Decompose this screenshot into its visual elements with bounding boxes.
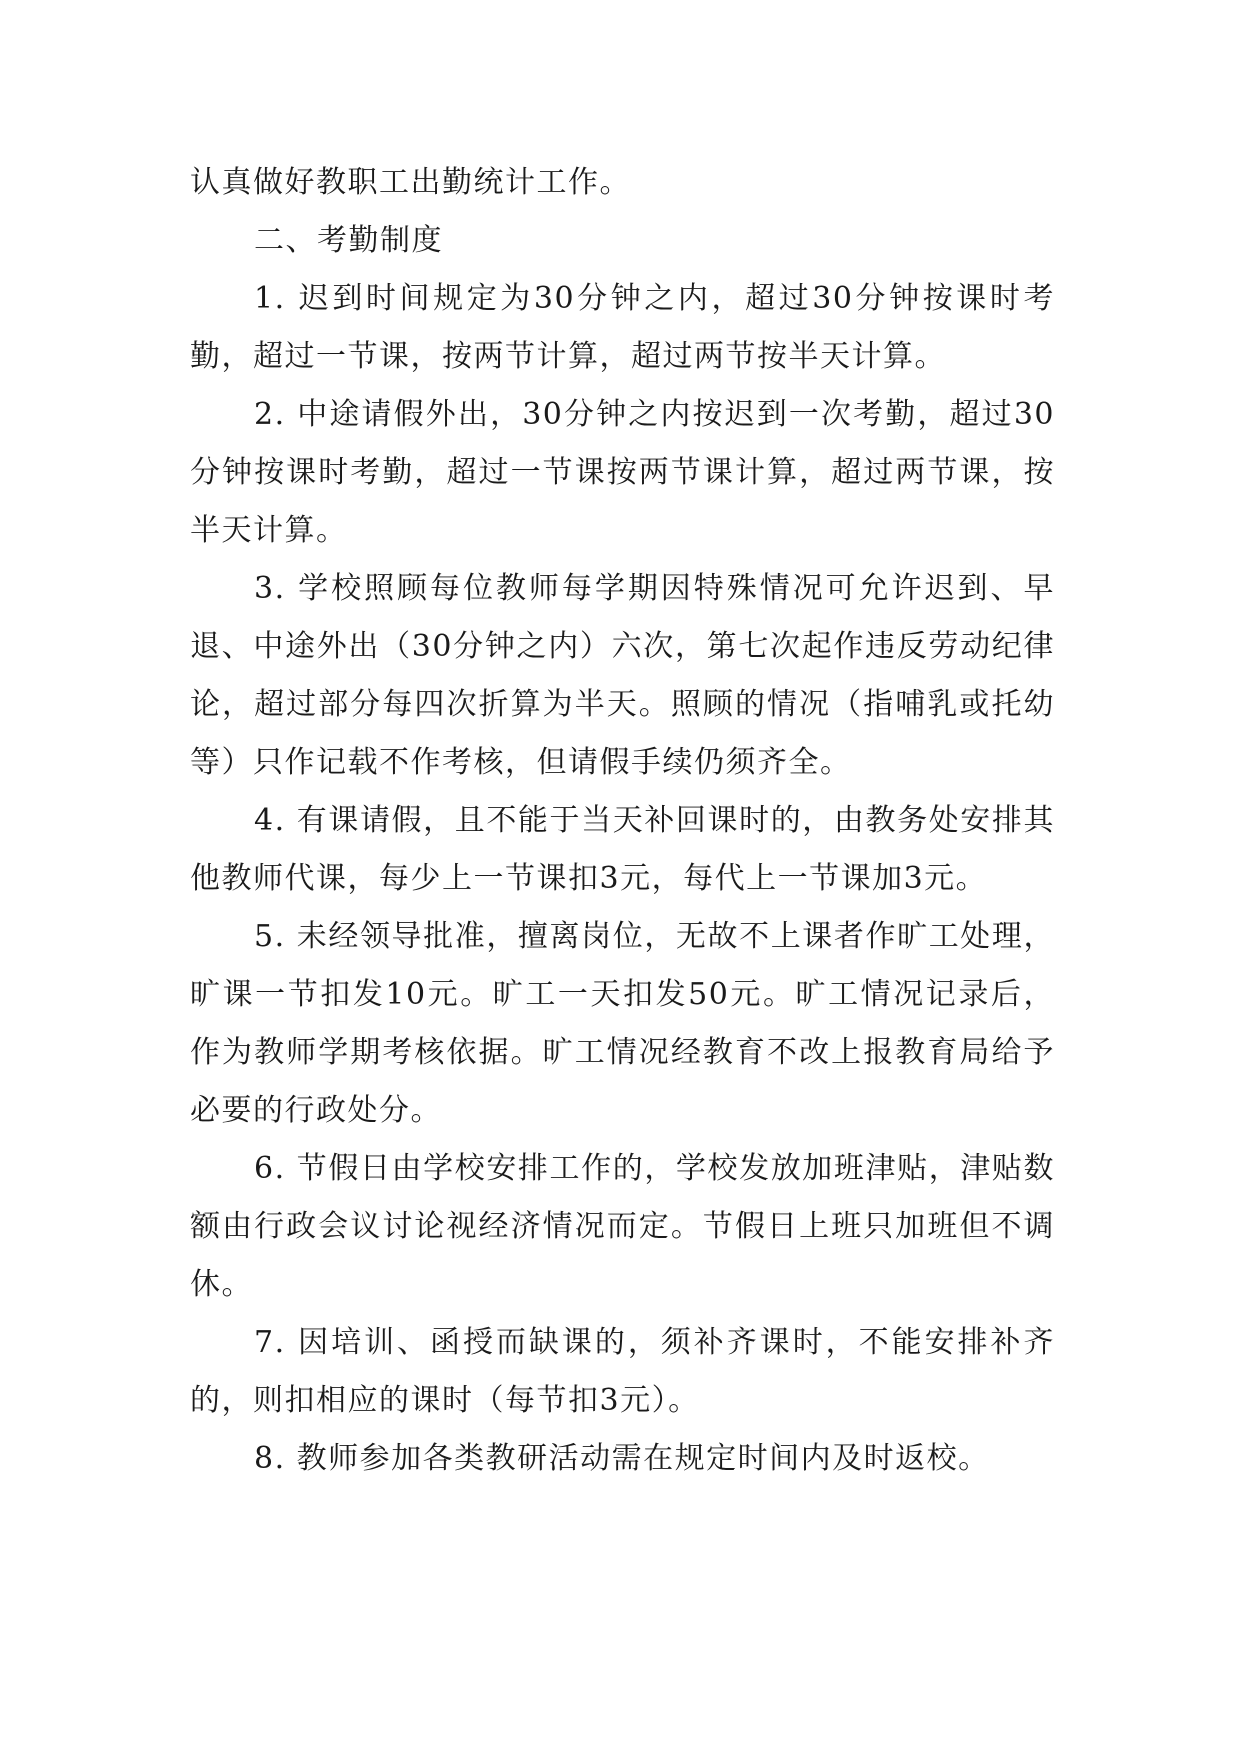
document-body	[190, 154, 1055, 1488]
continuation-paragraph: 认真做好教职工出勤统计工作。	[190, 165, 631, 200]
rule-item-2: 2. 中途请假外出，30分钟之内按迟到一次考勤，超过30分钟按课时考勤，超过一节课按两节课计算，超过两节课，按半天计算。	[190, 397, 1055, 548]
rule-item-7: 7. 因培训、函授而缺课的，须补齐课时，不能安排补齐的，则扣相应的课时（每节扣3元）。	[190, 1325, 1055, 1418]
rule-item-5: 5. 未经领导批准，擅离岗位，无故不上课者作旷工处理，旷课一节扣发10元。旷工一天扣发50元。旷工情况记录后，作为教师学期考核依据。旷工情况经教育不改上报教育局给予必要的行政处分。	[190, 919, 1055, 1128]
rule-item-6: 6. 节假日由学校安排工作的，学校发放加班津贴，津贴数额由行政会议讨论视经济情况而定。节假日上班只加班但不调休。	[190, 1151, 1055, 1302]
rule-item-4: 4. 有课请假，且不能于当天补回课时的，由教务处安排其他教师代课，每少上一节课扣3元，每代上一节课加3元。	[190, 803, 1055, 896]
rule-item-3: 3. 学校照顾每位教师每学期因特殊情况可允许迟到、早退、中途外出（30分钟之内）六次，第七次起作违反劳动纪律论，超过部分每四次折算为半天。照顾的情况（指哺乳或托幼等）只作记载不作考核，但请假手续仍须齐全。	[190, 571, 1055, 780]
section-heading: 二、考勤制度	[254, 223, 443, 258]
rule-item-8: 8. 教师参加各类教研活动需在规定时间内及时返校。	[254, 1441, 990, 1476]
rule-item-1: 1. 迟到时间规定为30分钟之内，超过30分钟按课时考勤，超过一节课，按两节计算，超过两节按半天计算。	[190, 281, 1055, 374]
